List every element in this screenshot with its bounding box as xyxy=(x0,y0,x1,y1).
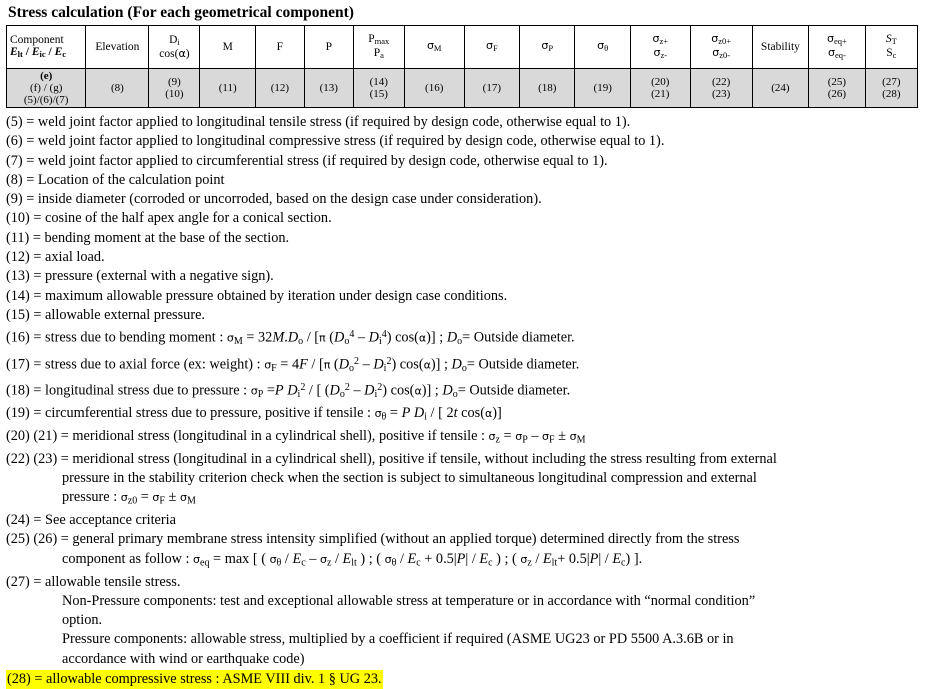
note-5: (5) = weld joint factor applied to longitudinal tensile stress (if required by design code, otherwise equal to 1). xyxy=(6,114,631,130)
note-25-26: (25) (26) = general primary membrane stress intensity simplified (without an applied torque) determined directly from the stress component as follow : σeq = max [ ( σθ / Ec – σz / Elt ) ; ( σθ / Ec + 0.5|P| / Ec ) ; ( σz / Elt+ 0.5|P| / Ec) ]. xyxy=(6,531,740,569)
note-22-23: (22) (23) = meridional stress (longitudinal in a cylindrical shell), positive if tensile, without including the stress resulting from external pressure in the stability criterion check when the section is subject to simultaneous longitudinal compression and external pressure : σz0 = σF ± σM xyxy=(6,450,777,507)
note-28-wrapper xyxy=(6,670,921,689)
table-cell-11: (11) xyxy=(200,69,255,108)
note-17: (17) = stress due to axial force (ex: weight) : σF = 4F / [π (Do$^2$ – Di$^2$) cos(α)] ; Do= Outside diameter. xyxy=(6,355,580,374)
component-sublabel: $E_{lt} / E_{ic} / E_c$ xyxy=(10,45,67,60)
notes-list xyxy=(6,113,921,689)
table-cell-20-21: (20) (21) xyxy=(630,69,690,108)
note-19: (19) = circumferential stress due to pressure, positive if tensile : σθ = P Di / [ 2t cos(α)] xyxy=(6,405,502,423)
stress-calculation-table xyxy=(6,25,918,108)
note-28: (28) = allowable compressive stress : ASME VIII div. 1 § UG 23. xyxy=(6,670,383,689)
note-14: (14) = maximum allowable pressure obtained by iteration under design case conditions. xyxy=(6,287,508,304)
table-header-row xyxy=(7,26,918,69)
table-cell-14-15: (14) (15) xyxy=(353,69,404,108)
table-header-cell-sigma-eq: $\sigma_{eq+}$ $\sigma_{eq-}$ xyxy=(809,26,866,69)
table-cell-13: (13) xyxy=(304,69,353,108)
table-header-cell-sigma-z0: $\sigma_{z0+}$ $\sigma_{z0-}$ xyxy=(690,26,752,69)
note-15: (15) = allowable external pressure. xyxy=(6,306,206,323)
note-20-21: (20) (21) = meridional stress (longitudinal in a cylindrical shell), positive if tensile : σz = σP – σF ± σM xyxy=(6,427,586,446)
table-cell-18: (18) xyxy=(520,69,575,108)
page-title: Stress calculation (For each geometrical component) xyxy=(8,4,354,21)
table-header-cell-elevation: Elevation xyxy=(86,26,149,69)
note-18: (18) = longitudinal stress due to pressure : σP =P Di$^2$ / [ (Do$^2$ – Di$^2$) cos(α)] ; Do= Outside diameter. xyxy=(6,381,571,400)
table-header-cell-component xyxy=(7,26,86,69)
note-16: (16) = stress due to bending moment : σM = 32M.Do / [π (Do$^4$ – Di$^4$) cos(α)] ; Do= Outside diameter. xyxy=(6,329,575,348)
note-6: (6) = weld joint factor applied to longitudinal compressive stress (if required by design code, otherwise equal to 1). xyxy=(6,133,665,150)
component-label: Component xyxy=(10,33,64,46)
table-header-cell-m: M xyxy=(200,26,255,69)
table-header-cell-sigma-m: $\sigma_M$ xyxy=(404,26,464,69)
table-cell-component-numbers: (e) (f) / (g) (5)/(6)/(7) xyxy=(7,69,86,108)
table-cell-8: (8) xyxy=(86,69,149,108)
table-number-row xyxy=(7,69,918,108)
table-cell-19: (19) xyxy=(575,69,630,108)
table-header-cell-sigma-theta: $\sigma_\theta$ xyxy=(575,26,630,69)
note-7: (7) = weld joint factor applied to circumferential stress (if required by design code, otherwise equal to 1). xyxy=(6,152,608,169)
table-cell-12: (12) xyxy=(255,69,304,108)
table-cell-16: (16) xyxy=(404,69,464,108)
table-header-cell-stability: Stability xyxy=(752,26,809,69)
table-cell-9-10: (9) (10) xyxy=(149,69,200,108)
table-cell-17: (17) xyxy=(464,69,519,108)
table-header-cell-sigma-p: $\sigma_P$ xyxy=(520,26,575,69)
note-10: (10) = cosine of the half apex angle for a conical section. xyxy=(6,210,332,227)
table-header-cell-sigma-z: $\sigma_{z+}$ $\sigma_{z-}$ xyxy=(630,26,690,69)
table-header-cell-f: F xyxy=(255,26,304,69)
note-12: (12) = axial load. xyxy=(6,249,105,266)
table-header-cell-st-sc: $S_T$ $S_c$ xyxy=(865,26,917,69)
note-24: (24) = See acceptance criteria xyxy=(6,512,176,529)
note-27: (27) = allowable tensile stress. Non-Pressure components: test and exceptional allowable stress at temperature or in accordance with “normal condition” option. Pressure components: allowable stress, multiplied by a coefficient if required (ASME UG23 or PD 5500 A.3.6B or in accordance with wind or earthquake code) xyxy=(6,573,756,667)
table-cell-22-23: (22) (23) xyxy=(690,69,752,108)
table-header-cell-p: P xyxy=(304,26,353,69)
table-header-cell-sigma-f: $\sigma_F$ xyxy=(464,26,519,69)
note-9: (9) = inside diameter (corroded or uncorroded, based on the design case under consideration). xyxy=(6,191,542,208)
note-13: (13) = pressure (external with a negative sign). xyxy=(6,268,274,285)
note-8: (8) = Location of the calculation point xyxy=(6,171,225,188)
table-cell-27-28: (27) (28) xyxy=(865,69,917,108)
table-header-cell-di-cos: $D_i$ cos(α) xyxy=(149,26,200,69)
note-11: (11) = bending moment at the base of the section. xyxy=(6,229,290,246)
table-header-cell-pmax-pa: $P_{max}$ $P_a$ xyxy=(353,26,404,69)
table-cell-25-26: (25) (26) xyxy=(809,69,866,108)
table-cell-24: (24) xyxy=(752,69,809,108)
